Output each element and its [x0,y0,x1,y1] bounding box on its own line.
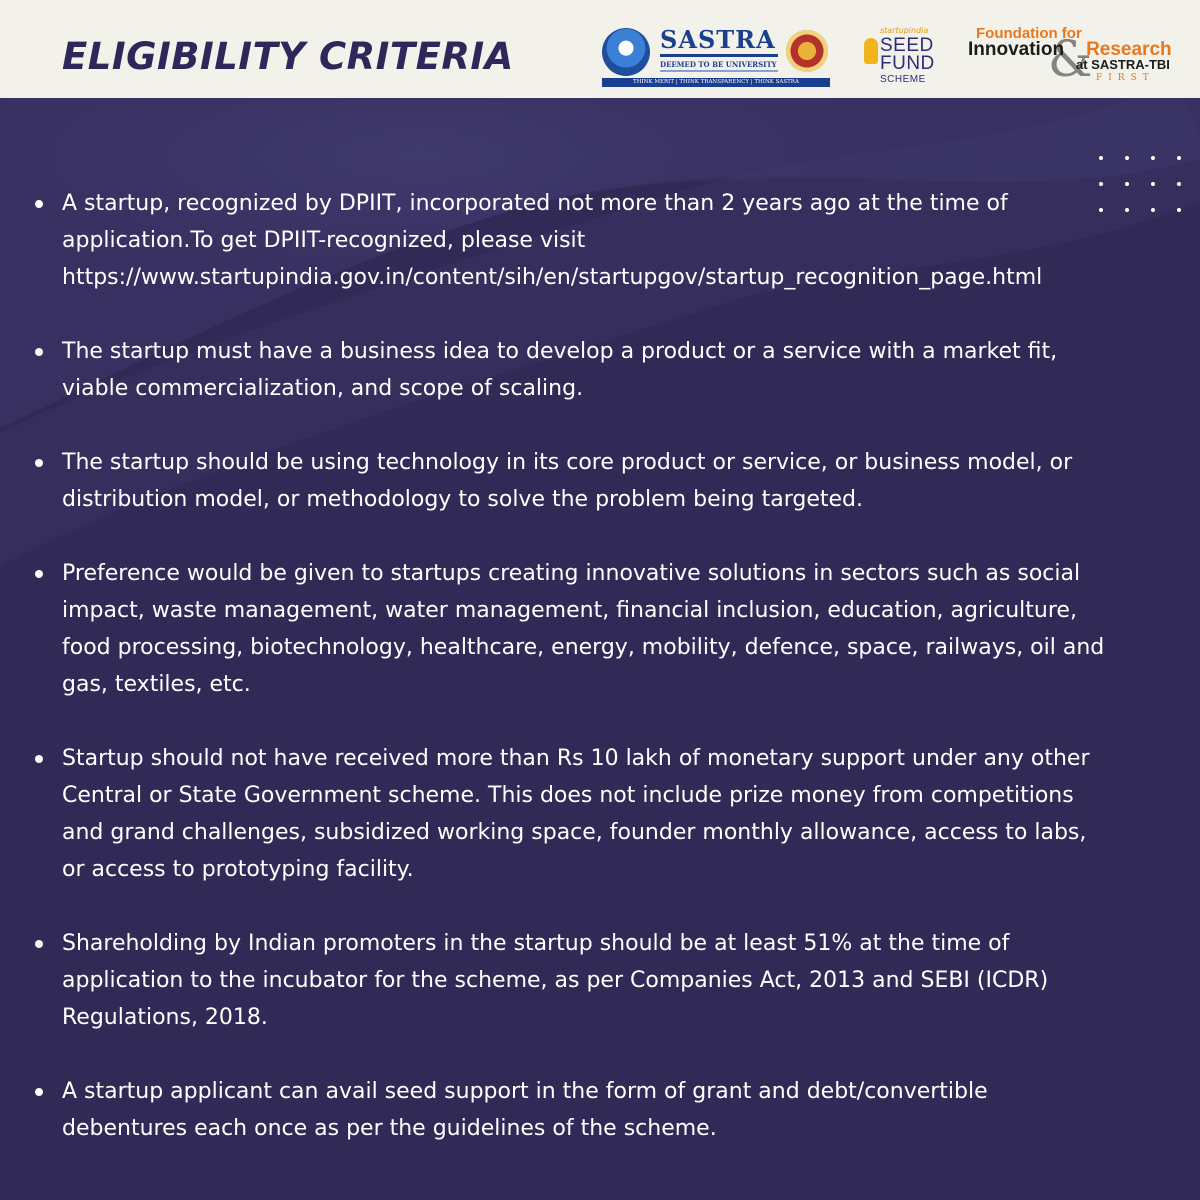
decorative-dot [1151,182,1155,186]
seed-fund-logo-brand: startupindia [880,26,929,35]
criteria-item: A startup applicant can avail seed support in the form of grant and debt/convertible debentures each once as per the guidelines of the scheme. [30,1073,1110,1147]
seed-fund-logo [860,22,944,90]
seed-fund-logo-line2: FUND [880,53,935,74]
criteria-item: Startup should not have received more than Rs 10 lakh of monetary support under any other Central or State Government scheme. This does not include prize money from competitions and grand challenges, subsidized working space, founder monthly allowance, access to labs, or access to prototyping facility. [30,740,1110,888]
sastra-logo-tagline: THINK MERIT | THINK TRANSPARENCY | THINK SASTRA [602,78,830,87]
first-logo-ampersand: & [1048,30,1093,88]
seed-fund-logo-line1: SEED [880,35,934,56]
sastra-logo-rule-2 [660,70,778,72]
first-logo-line1: Foundation for [976,25,1082,42]
first-logo-line3: at SASTRA-TBI [1076,57,1170,72]
criteria-item: Shareholding by Indian promoters in the startup should be at least 51% at the time of application to the incubator for the scheme, as per Companies Act, 2013 and SEBI (ICDR) Regulations, 2018. [30,925,1110,1036]
criteria-list [30,185,1110,1184]
sastra-logo-name: SASTRA [660,25,776,54]
decorative-dot [1099,156,1103,160]
sastra-emblem-icon [602,28,650,76]
first-logo-innovation: Innovation [968,39,1065,60]
decorative-dot [1151,208,1155,212]
seed-fund-logo-line3: SCHEME [880,74,926,85]
decorative-dot [1151,156,1155,160]
page-title: ELIGIBILITY CRITERIA [62,35,514,78]
criteria-item: The startup should be using technology in its core product or service, or business model, or distribution model, or methodology to solve the problem being targeted. [30,444,1110,518]
sastra-logo-subtitle: DEEMED TO BE UNIVERSITY [660,60,777,69]
first-logo-research: Research [1086,39,1172,60]
first-logo-line4: FIRST [1096,73,1155,83]
decorative-dot [1125,156,1129,160]
criteria-item: The startup must have a business idea to develop a product or a service with a market fit, viable commercialization, and scope of scaling. [30,333,1110,407]
decorative-dot [1177,156,1181,160]
decorative-dot [1177,182,1181,186]
bulb-icon [864,38,878,64]
sastra-logo [602,24,830,86]
criteria-item: Preference would be given to startups creating innovative solutions in sectors such as social impact, waste management, water management, financial inclusion, education, agriculture, food processing, biotechnology, healthcare, energy, mobility, defence, space, railways, oil and gas, textiles, etc. [30,555,1110,703]
header-bar [0,0,1200,98]
decorative-dot [1125,208,1129,212]
first-logo [968,26,1180,86]
sastra-logo-rule [660,54,778,57]
criteria-item: A startup, recognized by DPIIT, incorporated not more than 2 years ago at the time of application.To get DPIIT-recognized, please visit https://www.startupindia.gov.in/content/sih/en/startupgov/startup_recognition_page.html [30,185,1110,296]
sastra-seal-icon [786,30,828,72]
decorative-dot [1177,208,1181,212]
decorative-dot [1125,182,1129,186]
